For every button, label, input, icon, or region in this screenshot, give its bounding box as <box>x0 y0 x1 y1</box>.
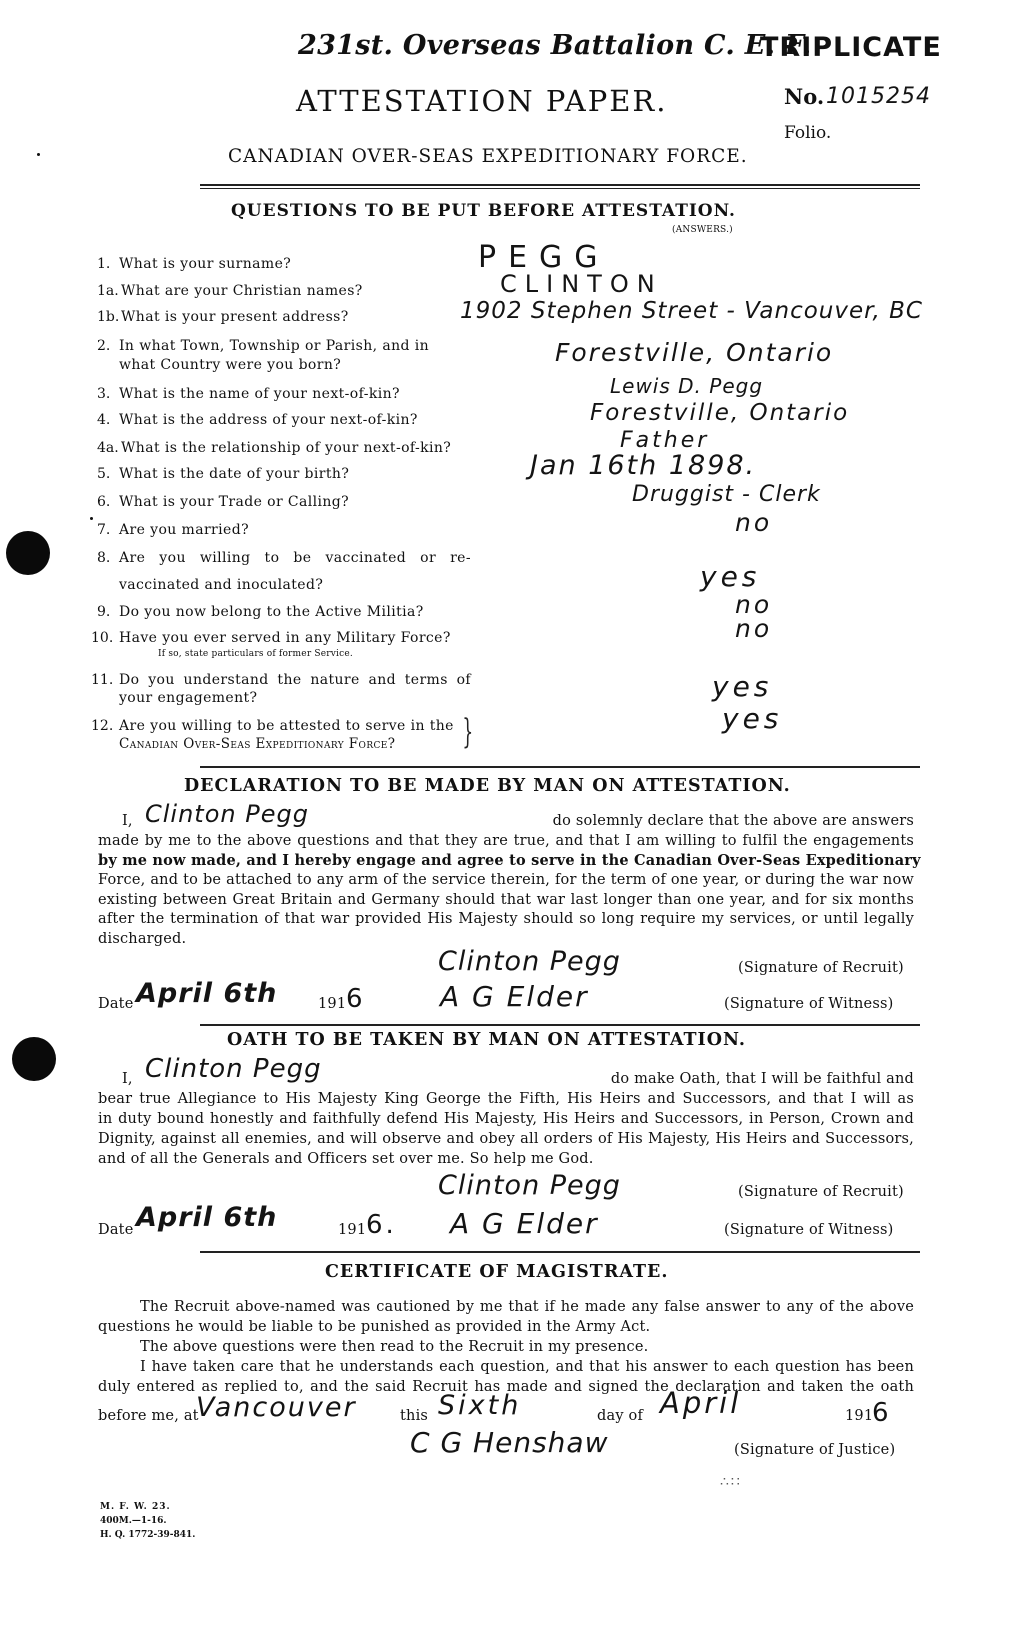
question-text: In what Town, Township or Parish, and in <box>119 338 430 354</box>
certificate-para-1-line-2: questions he would be liable to be punished as provided in the Army Act. <box>98 1319 651 1335</box>
declaration-witness-label: (Signature of Witness) <box>724 996 894 1012</box>
question-text: What is your Trade or Calling? <box>119 494 350 510</box>
certificate-place: Vancouver <box>196 1392 357 1423</box>
declaration-date-value: April 6th <box>136 978 278 1009</box>
certificate-para-1-line-1: The Recruit above-named was cautioned by me that if he made any false answer to any of the above <box>140 1299 914 1315</box>
oath-last-line: and of all the Generals and Officers set over me. So help me God. <box>98 1151 594 1167</box>
question-number: 1a. <box>97 283 119 299</box>
divider-declaration <box>200 1024 920 1026</box>
declaration-line-5: existing between Great Britain and Germany should that war last longer than one year, and for six months <box>98 892 914 908</box>
ink-smudge: ∴∷ <box>720 1474 742 1490</box>
answer-next-of-kin: Lewis D. Pegg <box>610 374 764 398</box>
certificate-month: April <box>660 1386 742 1420</box>
question-text: What is the date of your birth? <box>119 466 350 482</box>
oath-year-digit: 6. <box>366 1210 397 1240</box>
oath-name-prefix: I, <box>122 1071 133 1087</box>
brace: } <box>462 712 474 752</box>
declaration-witness-signature: A G Elder <box>440 980 589 1013</box>
declaration-year-digit: 6 <box>346 984 366 1014</box>
justice-label: (Signature of Justice) <box>734 1442 896 1458</box>
declaration-line-3: by me now made, and I hereby engage and agree to serve in the Canadian Over-Seas Expeditionary <box>98 852 921 869</box>
question-text: What is the name of your next-of-kin? <box>119 386 400 402</box>
declaration-line-2: made by me to the above questions and that they are true, and that I am willing to fulfil the engagements <box>98 833 914 849</box>
divider-questions <box>200 766 920 768</box>
question-text: Are you willing to be vaccinated or re- <box>119 550 471 566</box>
divider-top-1 <box>200 184 920 186</box>
answer-trade: Druggist - Clerk <box>632 482 821 507</box>
answer-relationship: Father <box>620 428 710 453</box>
question-text: What is your present address? <box>121 309 349 325</box>
question-text: your engagement? <box>119 690 258 706</box>
battalion-heading: 231st. Overseas Battalion C. E. F. <box>298 30 812 61</box>
question-number: 1b. <box>97 309 120 325</box>
question-number: 8. <box>97 550 111 566</box>
footer-form-code: M. F. W. 23. <box>100 1502 171 1512</box>
answer-date-of-birth: Jan 16th 1898. <box>530 450 757 481</box>
question-number: 9. <box>97 604 111 620</box>
oath-line-1-tail: do make Oath, that I will be faithful and <box>610 1071 914 1087</box>
question-number: 12. <box>91 718 114 734</box>
footer-hq-code: H. Q. 1772-39-841. <box>100 1530 196 1540</box>
declaration-date-label: Date <box>98 996 134 1012</box>
regimental-number-label: No. <box>784 84 825 109</box>
oath-recruit-signature: Clinton Pegg <box>438 1170 621 1201</box>
question-note: If so, state particulars of former Service. <box>158 649 353 659</box>
declaration-line-4: Force, and to be attached to any arm of the service therein, for the term of one year, or during the war now <box>98 872 914 888</box>
ink-mark <box>37 153 40 156</box>
answer-vaccinated: yes <box>700 560 761 593</box>
declaration-last-line: discharged. <box>98 931 187 947</box>
question-text: What are your Christian names? <box>121 283 363 299</box>
declaration-line-6: after the termination of that war provided His Majesty should so long require my services, or until legally <box>98 911 914 927</box>
punch-hole-top <box>6 531 50 575</box>
declaration-recruit-signature: Clinton Pegg <box>438 946 621 977</box>
question-number: 3. <box>97 386 111 402</box>
answers-label: (ANSWERS.) <box>672 225 733 235</box>
answer-married: no <box>735 508 773 537</box>
question-number: 7. <box>97 522 111 538</box>
certificate-para-3-line-1: I have taken care that he understands each question, and that his answer to each question has been <box>140 1359 914 1375</box>
certificate-year-prefix: 191 <box>845 1408 874 1424</box>
answer-understand-terms: yes <box>712 670 773 703</box>
answer-birthplace: Forestville, Ontario <box>555 338 834 367</box>
punch-hole-bottom <box>12 1037 56 1081</box>
oath-name: Clinton Pegg <box>145 1054 322 1084</box>
certificate-day: Sixth <box>438 1390 522 1421</box>
certificate-year-digit: 6 <box>872 1398 892 1428</box>
certificate-para-3-line-2: duly entered as replied to, and the said Recruit has made and signed the declaration and taken the oath <box>98 1379 914 1395</box>
question-text: Are you married? <box>119 522 249 538</box>
footer-print-run: 400M.—1-16. <box>100 1516 167 1526</box>
answer-willing-attested: yes <box>722 702 783 735</box>
declaration-line-1-tail: do solemnly declare that the above are answers <box>552 813 914 829</box>
answer-next-of-kin-address: Forestville, Ontario <box>590 400 850 426</box>
oath-year-prefix: 191 <box>338 1222 367 1238</box>
regimental-number-value: 1015254 <box>826 84 931 109</box>
question-text: What is the relationship of your next-of-kin? <box>121 440 452 456</box>
justice-signature: C G Henshaw <box>410 1426 609 1459</box>
oath-date-label: Date <box>98 1222 134 1238</box>
question-number: 4a. <box>97 440 119 456</box>
oath-heading: OATH TO BE TAKEN BY MAN ON ATTESTATION. <box>227 1030 746 1050</box>
certificate-heading: CERTIFICATE OF MAGISTRATE. <box>325 1262 669 1282</box>
question-text: vaccinated and inoculated? <box>119 577 324 593</box>
question-text: Do you understand the nature and terms of <box>119 672 471 688</box>
questions-heading: QUESTIONS TO BE PUT BEFORE ATTESTATION. <box>231 201 736 221</box>
force-subtitle: CANADIAN OVER-SEAS EXPEDITIONARY FORCE. <box>228 146 748 167</box>
oath-line-2: bear true Allegiance to His Majesty King George the Fifth, His Heirs and Successors, and that I will as <box>98 1091 914 1107</box>
oath-witness-signature: A G Elder <box>450 1207 599 1240</box>
certificate-para-2: The above questions were then read to the Recruit in my presence. <box>140 1339 649 1355</box>
question-text: Canadian Over-Seas Expeditionary Force? <box>119 736 396 752</box>
question-number: 10. <box>91 630 114 646</box>
certificate-day-of-label: day of <box>597 1408 644 1424</box>
certificate-before-label: before me, at <box>98 1408 199 1424</box>
answer-surname: PEGG <box>478 240 610 275</box>
declaration-name: Clinton Pegg <box>145 800 309 828</box>
document-title: ATTESTATION PAPER. <box>296 84 668 118</box>
question-number: 2. <box>97 338 111 354</box>
divider-top-2 <box>200 188 920 189</box>
question-text: Have you ever served in any Military Force? <box>119 630 451 646</box>
answer-present-address: 1902 Stephen Street - Vancouver, BC <box>460 298 923 324</box>
question-number: 5. <box>97 466 111 482</box>
question-text: Are you willing to be attested to serve in the <box>119 718 454 734</box>
declaration-recruit-label: (Signature of Recruit) <box>738 960 904 976</box>
oath-date-value: April 6th <box>136 1202 278 1233</box>
ink-mark <box>90 517 93 520</box>
question-text: what Country were you born? <box>119 357 342 373</box>
declaration-year-prefix: 191 <box>318 996 347 1012</box>
declaration-name-prefix: I, <box>122 813 133 829</box>
divider-oath <box>200 1251 920 1253</box>
answer-christian-names: CLINTON <box>500 270 663 298</box>
oath-line-4: Dignity, against all enemies, and will observe and obey all orders of His Majesty, His Heirs and Successors, <box>98 1131 914 1147</box>
question-text: What is the address of your next-of-kin? <box>119 412 418 428</box>
oath-line-3: in duty bound honestly and faithfully defend His Majesty, His Heirs and Successors, in Person, Crown and <box>98 1111 914 1127</box>
question-number: 6. <box>97 494 111 510</box>
question-text: Do you now belong to the Active Militia? <box>119 604 424 620</box>
question-text: What is your surname? <box>119 256 292 272</box>
answer-military-service: no <box>735 614 773 643</box>
folio-label: Folio. <box>784 123 832 143</box>
oath-recruit-label: (Signature of Recruit) <box>738 1184 904 1200</box>
question-number: 11. <box>91 672 114 688</box>
triplicate-stamp: TRIPLICATE <box>760 32 942 63</box>
question-number: 4. <box>97 412 111 428</box>
answer-active-militia: no <box>735 590 773 619</box>
certificate-this-label: this <box>400 1408 429 1424</box>
question-number: 1. <box>97 256 111 272</box>
oath-witness-label: (Signature of Witness) <box>724 1222 894 1238</box>
declaration-heading: DECLARATION TO BE MADE BY MAN ON ATTESTATION. <box>184 776 791 796</box>
